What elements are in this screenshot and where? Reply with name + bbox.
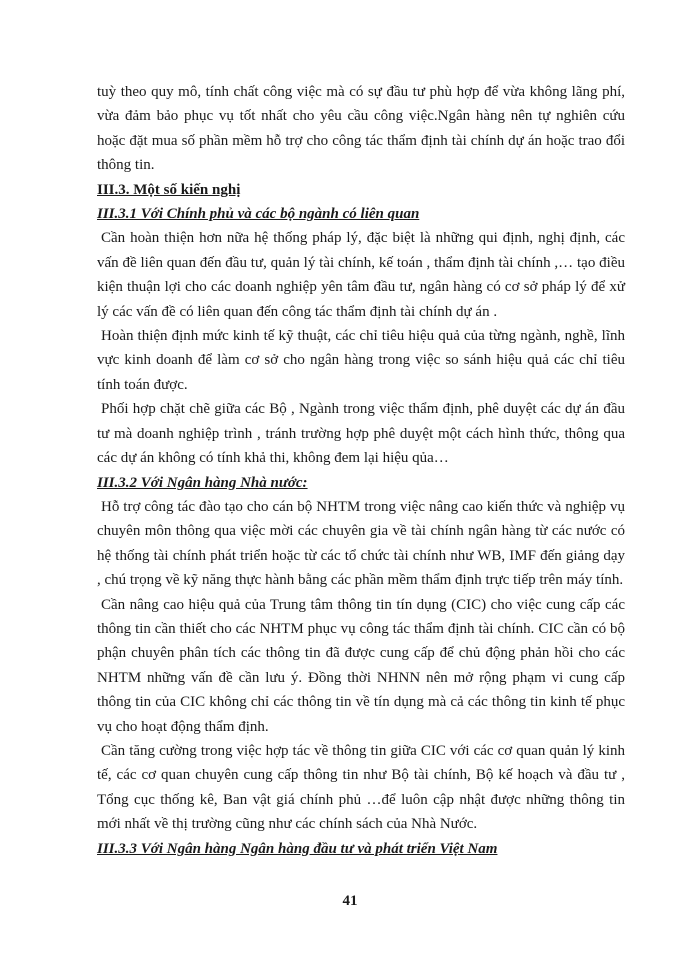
document-body — [97, 80, 625, 861]
paragraph-economic-norms: Hoàn thiện định mức kinh tế kỹ thuật, các chỉ tiêu hiệu quả của từng ngành, nghề, lĩnh vực kinh doanh để làm cơ sở cho ngân hàng trong việc so sánh hiệu quả các chỉ tiêu tính toán được. — [97, 328, 625, 393]
subsection-heading-3-3-3: III.3.3 Với Ngân hàng Ngân hàng đầu tư và phát triển Việt Nam — [97, 840, 498, 857]
page-number: 41 — [342, 893, 358, 909]
paragraph-ministry-coordination: Phối hợp chặt chẽ giữa các Bộ , Ngành trong việc thẩm định, phê duyệt các dự án đầu tư mà doanh nghiệp trình , tránh trường hợp phê duyệt một cách hình thức, thông qua các dự án không có tính khả thi, không đem lại hiệu qủa… — [97, 401, 625, 467]
subsection-heading-3-3-2: III.3.2 Với Ngân hàng Nhà nước: — [97, 474, 308, 491]
paragraph-legal-system: Cần hoàn thiện hơn nữa hệ thống pháp lý, đặc biệt là những qui định, nghị định, các vấn đề liên quan đến đầu tư, quản lý tài chính, kế toán , thẩm định tài chính ,… tạo điều kiện thuận lợi cho các doanh nghiệp yên tâm đầu tư, ngân hàng có cơ sở pháp lý để xử lý các vấn đề có liên quan đến công tác thẩm định tài chính dự án . — [97, 230, 625, 320]
paragraph-intro: tuỳ theo quy mô, tính chất công việc mà có sự đầu tư phù hợp để vừa không lãng phí, vừa đảm bảo phục vụ tốt nhất cho yêu cầu công việc.Ngân hàng nên tự nghiên cứu hoặc đặt mua số phần mềm hỗ trợ cho công tác thẩm định tài chính dự án hoặc trao đổi thông tin. — [97, 84, 625, 174]
paragraph-training-support: Hỗ trợ công tác đào tạo cho cán bộ NHTM trong việc nâng cao kiến thức và nghiệp vụ chuyên môn thông qua việc mời các chuyên gia về tài chính ngân hàng từ các nước có hệ thống tài chính phát triển hoặc từ các tổ chức tài chính như WB, IMF đến giảng dạy , chú trọng về kỹ năng thực hành bằng các phần mềm thẩm định trực tiếp trên máy tính. — [97, 498, 625, 589]
section-heading-3-3: III.3. Một số kiến nghị — [97, 181, 241, 198]
paragraph-cic-efficiency: Cần nâng cao hiệu quả của Trung tâm thông tin tín dụng (CIC) cho việc cung cấp các thông tin cần thiết cho các NHTM phục vụ công tác thẩm định tài chính. CIC cần có bộ phận chuyên phân tích các thông tin đã được cung cấp để chủ động phản hồi cho các NHTM những vấn đề cần lưu ý. Đồng thời NHNN nên mở rộng phạm vi cung cấp thông tin của CIC không chỉ các thông tin về tín dụng mà cả các thông tin kinh tế phục vụ cho hoạt động thẩm định. — [97, 596, 625, 735]
paragraph-cic-cooperation: Cần tăng cường trong việc hợp tác về thông tin giữa CIC với các cơ quan quản lý kinh tế, các cơ quan chuyên cung cấp thông tin như Bộ tài chính, Bộ kế hoạch và đầu tư , Tổng cục thống kê, Ban vật giá chính phủ …để luôn cập nhật được những thông tin mới nhất về thị trường cũng như các chính sách của Nhà Nước. — [97, 742, 625, 833]
subsection-heading-3-3-1: III.3.1 Với Chính phủ và các bộ ngành có liên quan — [97, 206, 420, 223]
